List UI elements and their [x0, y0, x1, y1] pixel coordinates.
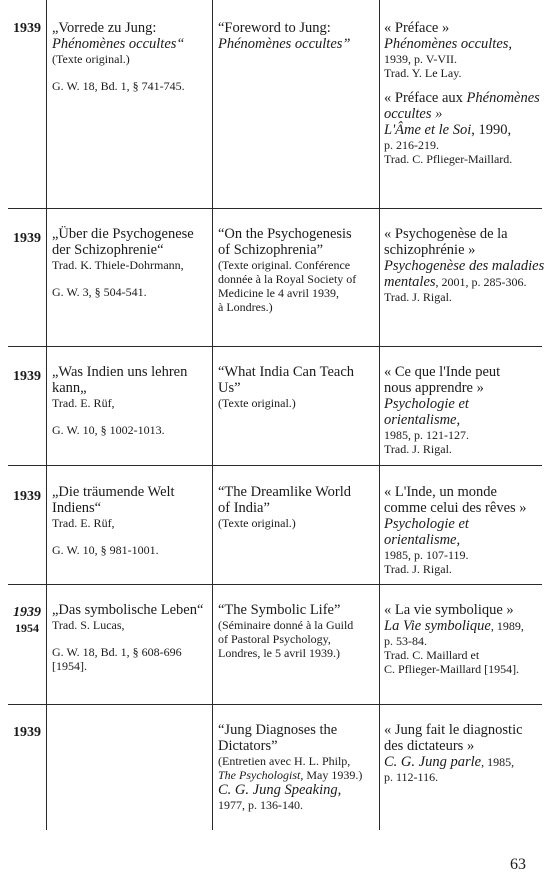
row-divider [8, 584, 542, 585]
gesammelte-werke-ref: G. W. 10, § 1002-1013. [52, 423, 165, 437]
column-rule-3 [379, 0, 380, 830]
english-title-cell: “The Symbolic Life” (Séminaire donné à la Guild of Pastoral Psychology, Londres, le 5 avril 1939.) [218, 602, 354, 660]
german-title-cell: „Was Indien uns lehren kann„ Trad. E. Rüf, G. W. 10, § 1002-1013. [52, 364, 210, 437]
gesammelte-werke-ref: G. W. 18, Bd. 1, § 608-696 [52, 645, 182, 659]
english-title-cell: “On the Psychogenesis of Schizophrenia” (Texte original. Conférence donnée à la Royal Society of Medicine le 4 avril 1939, à Londres.) [218, 226, 357, 314]
year-cell: 1939 [13, 725, 41, 740]
french-title-cell: « L'Inde, un monde comme celui des rêves » Psychologie et orientalisme, 1985, p. 107-119. Trad. J. Rigal. [384, 484, 527, 576]
gesammelte-werke-ref: G. W. 10, § 981-1001. [52, 543, 159, 557]
row-divider [8, 465, 542, 466]
german-title-cell: „Vorrede zu Jung: Phénomènes occultes“ (Texte original.) G. W. 18, Bd. 1, § 741-745. [52, 20, 210, 93]
french-title-cell: « Psychogenèse de la schizophrénie » Psychogenèse des maladies mentales, 2001, p. 285-306. Trad. J. Rigal. [384, 226, 545, 304]
french-title-cell: « Préface » Phénomènes occultes, 1939, p. V-VII. Trad. Y. Le Lay. « Préface aux Phénomènes occultes » L'Âme et le Soi, 1990, p. 216-219. Trad. C. Pflieger-Maillard. [384, 20, 540, 166]
gesammelte-werke-ref: G. W. 18, Bd. 1, § 741-745. [52, 79, 185, 93]
year-cell: 1939 1954 [13, 605, 41, 635]
french-title-cell: « La vie symbolique » La Vie symbolique, 1989, p. 53-84. Trad. C. Maillard et C. Pflieger-Maillard [1954]. [384, 602, 524, 676]
english-title-cell: “The Dreamlike World of India” (Texte original.) [218, 484, 352, 530]
gesammelte-werke-ref: G. W. 3, § 504-541. [52, 285, 147, 299]
page-number: 63 [510, 856, 526, 873]
row-divider [8, 208, 542, 209]
german-title-cell: „Über die Psychogenese der Schizophrenie“ Trad. K. Thiele-Dohrmann, G. W. 3, § 504-541. [52, 226, 210, 299]
year-cell: 1939 [13, 21, 41, 36]
english-title-cell: “Foreword to Jung: Phénomènes occultes” [218, 20, 351, 52]
year-cell: 1939 [13, 369, 41, 384]
english-title-cell: “Jung Diagnoses the Dictators” (Entretien avec H. L. Philp, The Psychologist, May 1939.) C. G. Jung Speaking, 1977, p. 136-140. [218, 722, 363, 812]
french-title-cell: « Ce que l'Inde peut nous apprendre » Psychologie et orientalisme, 1985, p. 121-127. Trad. J. Rigal. [384, 364, 501, 456]
row-divider [8, 346, 542, 347]
row-divider [8, 704, 542, 705]
english-title-cell: “What India Can Teach Us” (Texte original.) [218, 364, 355, 410]
column-rule-2 [212, 0, 213, 830]
german-title-cell: „Das symbolische Leben“ Trad. S. Lucas, G. W. 18, Bd. 1, § 608-696 [1954]. [52, 602, 210, 673]
year-cell: 1939 [13, 489, 41, 504]
french-title-cell: « Jung fait le diagnostic des dictateurs » C. G. Jung parle, 1985, p. 112-116. [384, 722, 523, 784]
german-title-cell: „Die träumende Welt Indiens“ Trad. E. Rüf, G. W. 10, § 981-1001. [52, 484, 210, 557]
year-cell: 1939 [13, 231, 41, 246]
column-rule-1 [46, 0, 47, 830]
